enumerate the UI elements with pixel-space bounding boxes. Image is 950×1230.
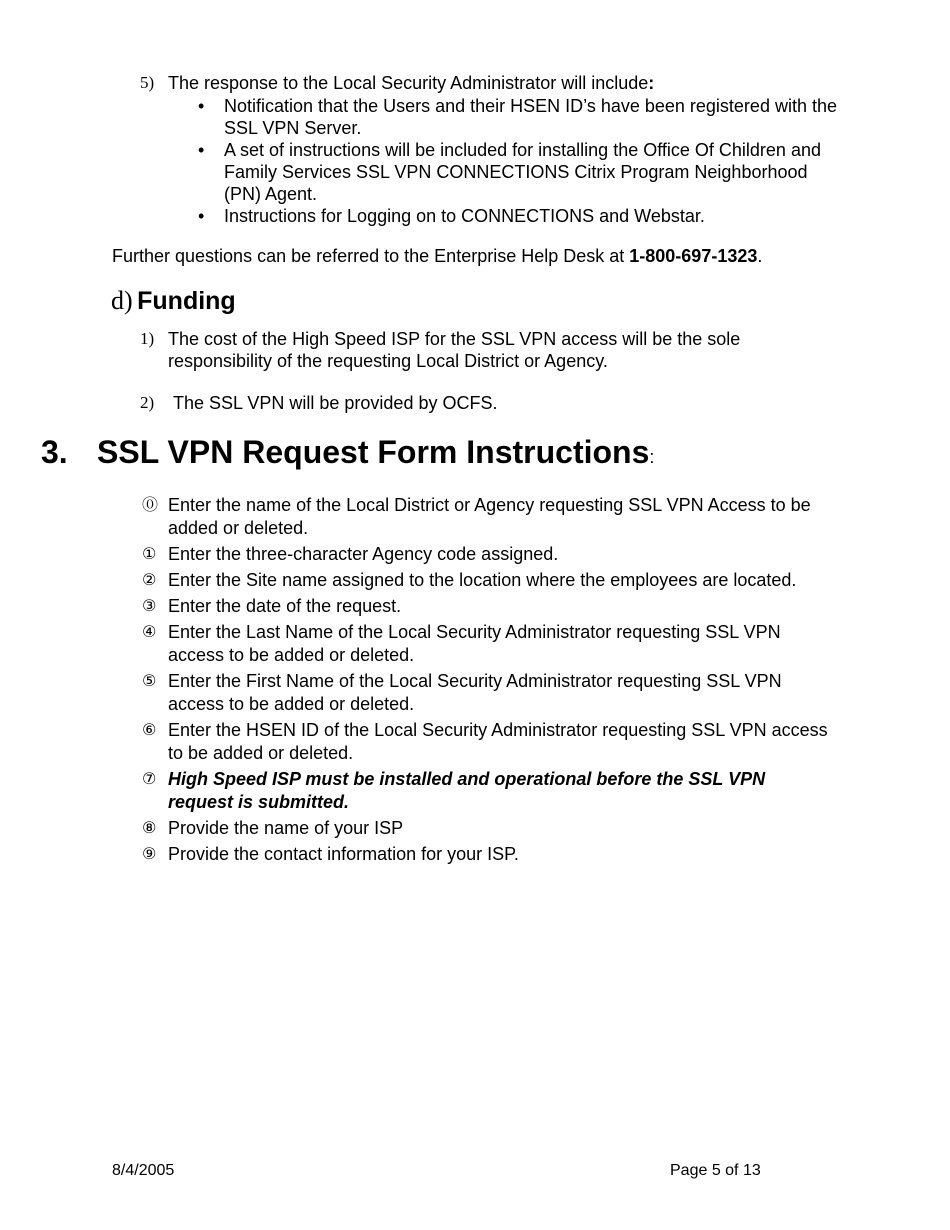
list-item [142,543,832,566]
section-3-number: 3. [41,434,68,470]
bullet-text: Instructions for Logging on to CONNECTIONS and Webstar. [224,206,705,226]
footer-date: 8/4/2005 [112,1162,175,1179]
instruction-text-emphasis: High Speed ISP must be installed and operational before the SSL VPN request is submitted. [168,769,766,812]
circled-number-6: ⑥ [142,720,157,739]
funding-heading [111,286,236,316]
list-item [142,569,832,592]
bullet-icon: • [198,96,205,116]
item-5-bullet-list [196,95,846,227]
instruction-text: Enter the Last Name of the Local Security Administrator requesting SSL VPN access to be added or deleted. [168,622,781,665]
help-desk-paragraph [112,245,762,267]
instruction-text: Enter the Site name assigned to the location where the employees are located. [168,570,797,590]
help-desk-text: Further questions can be referred to the Enterprise Help Desk at [112,246,630,266]
footer-page-number: Page 5 of 13 [670,1162,761,1179]
instruction-text: Enter the name of the Local District or Agency requesting SSL VPN Access to be added or deleted. [168,495,811,538]
list-item [142,621,832,667]
list-item [142,817,832,840]
instruction-text: Enter the date of the request. [168,596,402,616]
help-desk-period: . [757,246,763,266]
funding-item-1-number: 1) [140,329,155,348]
section-3-title: SSL VPN Request Form Instructions [97,434,650,470]
list-item [142,670,832,716]
item-5-text-prefix: The response to the Local Security Administrator will include [168,73,649,93]
instruction-text: Enter the HSEN ID of the Local Security Administrator requesting SSL VPN access to be added or deleted. [168,720,828,763]
list-item [196,205,846,227]
list-item [142,595,832,618]
help-desk-phone: 1-800-697-1323 [629,246,758,266]
funding-item-2-text: The SSL VPN will be provided by OCFS. [173,393,498,413]
instruction-list [142,494,832,869]
instruction-text: Enter the First Name of the Local Security Administrator requesting SSL VPN access to be added or deleted. [168,671,782,714]
circled-number-4: ④ [142,622,157,641]
instruction-text: Provide the name of your ISP [168,818,404,838]
instruction-text: Enter the three-character Agency code assigned. [168,544,559,564]
circled-number-0: ⓪ [142,495,159,514]
section-3-colon: : [649,447,655,467]
bullet-text: A set of instructions will be included for installing the Office Of Children and Family Services SSL VPN CONNECTIONS Citrix Program Neighborhood (PN) Agent. [224,140,821,204]
bullet-text: Notification that the Users and their HSEN ID’s have been registered with the SSL VPN Server. [224,96,837,138]
circled-number-1: ① [142,544,157,563]
funding-item-1-text: The cost of the High Speed ISP for the SSL VPN access will be the sole responsibility of the requesting Local District or Agency. [168,329,741,371]
circled-number-3: ③ [142,596,157,615]
list-item [142,494,832,540]
bullet-icon: • [198,206,205,226]
funding-title: Funding [137,287,236,315]
list-item [142,719,832,765]
circled-number-5: ⑤ [142,671,157,690]
item-5-text-colon: : [648,73,655,93]
bullet-icon: • [198,140,205,160]
list-item [142,843,832,866]
item-5-number: 5) [140,73,155,92]
instruction-text: Provide the contact information for your ISP. [168,844,519,864]
circled-number-9: ⑨ [142,844,157,863]
funding-item-2-number: 2) [140,393,155,412]
funding-letter: d) [111,286,133,315]
list-item [196,95,846,139]
list-item [196,139,846,205]
item-5-text [168,72,654,94]
list-item [142,768,832,814]
circled-number-7: ⑦ [142,769,157,788]
section-3-heading [97,432,654,477]
circled-number-2: ② [142,570,157,589]
circled-number-8: ⑧ [142,818,157,837]
